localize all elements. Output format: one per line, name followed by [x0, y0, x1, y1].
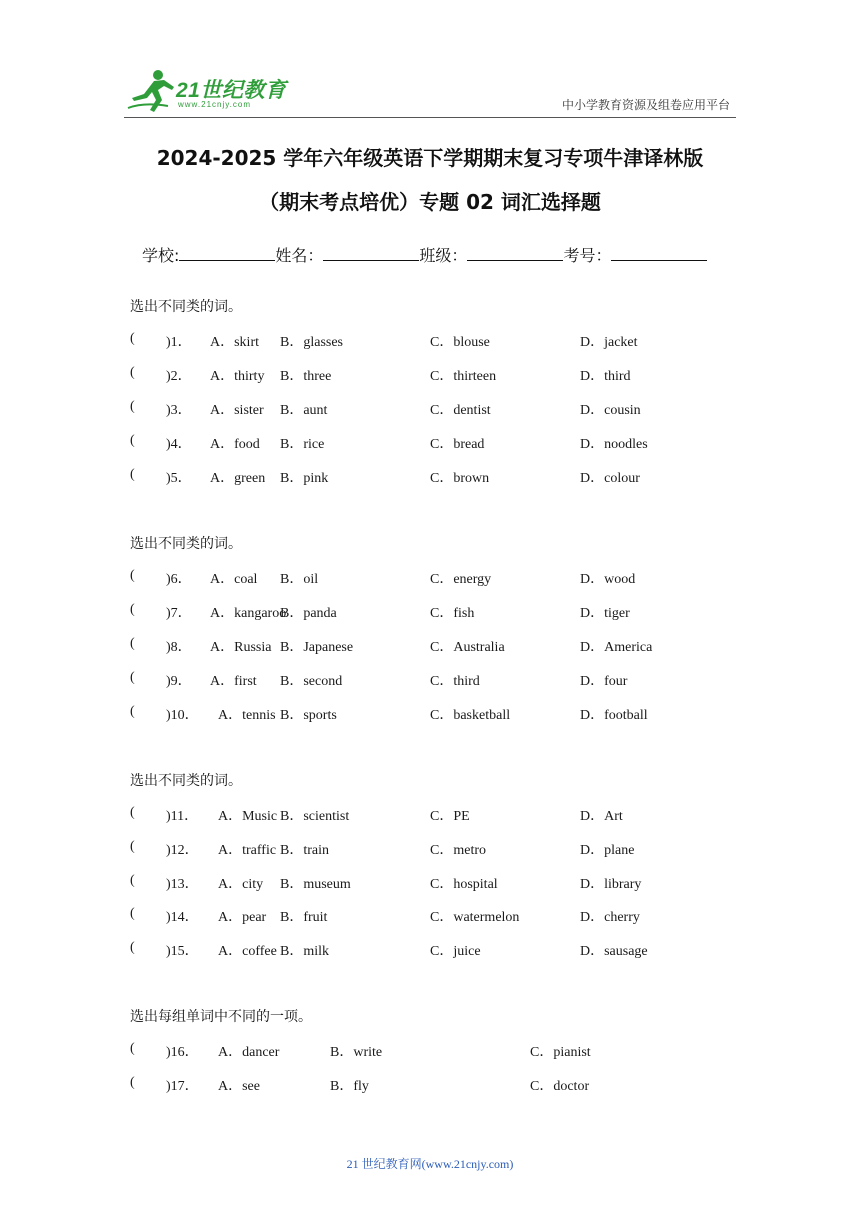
question-row — [130, 331, 750, 351]
doc-title-line1: 2024-2025 学年六年级英语下学期期末复习专项牛津译林版 — [156, 146, 704, 170]
answer-paren[interactable]: ( — [130, 636, 135, 651]
page-header — [0, 0, 860, 120]
option-a: A．pear — [218, 910, 267, 925]
option-a: A．coal — [210, 572, 258, 587]
option-b: B．milk — [280, 944, 330, 959]
option-c: C．bread — [430, 437, 485, 452]
answer-paren[interactable]: ( — [130, 906, 135, 921]
question-row — [130, 1041, 750, 1061]
answer-paren[interactable]: ( — [130, 399, 135, 414]
option-a: A．Russia — [210, 640, 272, 655]
option-b: B．glasses — [280, 335, 343, 350]
question-row — [130, 940, 750, 960]
question-number: )10． — [166, 708, 199, 723]
option-b: B．fly — [330, 1079, 369, 1094]
option-c: C．pianist — [530, 1045, 591, 1060]
option-a: A．tennis — [218, 708, 276, 723]
option-a: A．traffic — [218, 843, 277, 858]
option-d: D．tiger — [580, 606, 630, 621]
section-title: 选出每组单词中不同的一项。 — [130, 1009, 312, 1025]
option-b: B．three — [280, 369, 332, 384]
option-b: B．second — [280, 674, 343, 689]
question-row — [130, 670, 750, 690]
class-blank[interactable] — [467, 246, 563, 261]
answer-paren[interactable]: ( — [130, 568, 135, 583]
option-d: D．America — [580, 640, 653, 655]
answer-paren[interactable]: ( — [130, 1041, 135, 1056]
question-number: )6． — [166, 572, 192, 587]
number-label: 考号： — [563, 246, 612, 265]
school-blank[interactable] — [179, 246, 275, 261]
question-row — [130, 805, 750, 825]
option-c: C．blouse — [430, 335, 490, 350]
option-c: C．dentist — [430, 403, 491, 418]
option-a: A．food — [210, 437, 260, 452]
section-title: 选出不同类的词。 — [130, 536, 242, 552]
question-row — [130, 1075, 750, 1095]
platform-label: 中小学教育资源及组卷应用平台 — [561, 98, 730, 112]
question-number: )2． — [166, 369, 192, 384]
option-a: A．Music — [218, 809, 278, 824]
section-title: 选出不同类的词。 — [130, 773, 242, 789]
option-c: C．hospital — [430, 877, 498, 892]
header-divider — [124, 117, 736, 118]
question-row — [130, 704, 750, 724]
option-b: B．panda — [280, 606, 337, 621]
option-b: B．rice — [280, 437, 325, 452]
question-number: )4． — [166, 437, 192, 452]
logo-text: 21世纪教育 — [176, 79, 287, 102]
option-c: C．fish — [430, 606, 475, 621]
question-number: )3． — [166, 403, 192, 418]
answer-paren[interactable]: ( — [130, 365, 135, 380]
school-label: 学校: — [142, 246, 180, 265]
option-a: A．first — [210, 674, 257, 689]
question-number: )1． — [166, 335, 192, 350]
answer-paren[interactable]: ( — [130, 873, 135, 888]
option-c: C．PE — [430, 809, 470, 824]
question-row — [130, 399, 750, 419]
option-b: B．pink — [280, 471, 329, 486]
question-number: )15． — [166, 944, 199, 959]
logo-url: www.21cnjy.com — [178, 100, 251, 109]
question-number: )13． — [166, 877, 199, 892]
name-blank[interactable] — [323, 246, 419, 261]
question-row — [130, 433, 750, 453]
option-c: C．juice — [430, 944, 481, 959]
question-row — [130, 568, 750, 588]
answer-paren[interactable]: ( — [130, 433, 135, 448]
option-d: D．Art — [580, 809, 623, 824]
option-c: C．basketball — [430, 708, 511, 723]
option-c: C．Australia — [430, 640, 505, 655]
student-info-line — [142, 243, 707, 266]
name-label: 姓名： — [275, 246, 324, 265]
section-title: 选出不同类的词。 — [130, 299, 242, 315]
option-c: C．thirteen — [430, 369, 497, 384]
answer-paren[interactable]: ( — [130, 467, 135, 482]
option-b: B．sports — [280, 708, 337, 723]
option-c: C．doctor — [530, 1079, 590, 1094]
question-number: )8． — [166, 640, 192, 655]
answer-paren[interactable]: ( — [130, 805, 135, 820]
question-row — [130, 873, 750, 893]
option-a: A．thirty — [210, 369, 265, 384]
answer-paren[interactable]: ( — [130, 1075, 135, 1090]
answer-paren[interactable]: ( — [130, 839, 135, 854]
runner-logo-icon — [124, 68, 176, 114]
option-d: D．third — [580, 369, 631, 384]
option-d: D．plane — [580, 843, 635, 858]
option-b: B．scientist — [280, 809, 350, 824]
option-c: C．brown — [430, 471, 490, 486]
question-number: )7． — [166, 606, 192, 621]
question-number: )16． — [166, 1045, 199, 1060]
option-b: B．oil — [280, 572, 319, 587]
option-b: B．train — [280, 843, 329, 858]
option-b: B．aunt — [280, 403, 328, 418]
option-a: A．green — [210, 471, 266, 486]
class-label: 班级： — [419, 246, 468, 265]
doc-title-line2: （期末考点培优）专题 02 词汇选择题 — [259, 190, 601, 214]
question-number: )17． — [166, 1079, 199, 1094]
question-row — [130, 467, 750, 487]
option-c: C．energy — [430, 572, 492, 587]
answer-paren[interactable]: ( — [130, 602, 135, 617]
question-row — [130, 636, 750, 656]
option-b: B．Japanese — [280, 640, 354, 655]
option-a: A．kangaroo — [210, 606, 287, 621]
footer-link[interactable]: 21 世纪教育网(www.21cnjy.com) — [346, 1157, 514, 1171]
option-c: C．metro — [430, 843, 486, 858]
question-number: )5． — [166, 471, 192, 486]
question-number: )14． — [166, 910, 199, 925]
question-row — [130, 839, 750, 859]
option-a: A．city — [218, 877, 264, 892]
question-number: )12． — [166, 843, 199, 858]
answer-paren[interactable]: ( — [130, 940, 135, 955]
option-d: D．four — [580, 674, 628, 689]
option-d: D．cousin — [580, 403, 641, 418]
option-b: B．museum — [280, 877, 351, 892]
question-row — [130, 365, 750, 385]
option-a: A．skirt — [210, 335, 259, 350]
option-a: A．coffee — [218, 944, 277, 959]
question-row — [130, 602, 750, 622]
answer-paren[interactable]: ( — [130, 704, 135, 719]
option-d: D．cherry — [580, 910, 640, 925]
option-d: D．jacket — [580, 335, 638, 350]
answer-paren[interactable]: ( — [130, 670, 135, 685]
answer-paren[interactable]: ( — [130, 331, 135, 346]
option-d: D．colour — [580, 471, 640, 486]
option-c: C．watermelon — [430, 910, 520, 925]
option-d: D．library — [580, 877, 642, 892]
option-d: D．noodles — [580, 437, 648, 452]
option-c: C．third — [430, 674, 480, 689]
number-blank[interactable] — [611, 246, 707, 261]
option-d: D．football — [580, 708, 648, 723]
question-row — [130, 906, 750, 926]
option-a: A．dancer — [218, 1045, 280, 1060]
option-b: B．fruit — [280, 910, 328, 925]
question-number: )9． — [166, 674, 192, 689]
brand-logo — [124, 68, 294, 118]
option-d: D．sausage — [580, 944, 648, 959]
question-number: )11． — [166, 809, 199, 824]
option-b: B．write — [330, 1045, 383, 1060]
option-a: A．see — [218, 1079, 260, 1094]
option-a: A．sister — [210, 403, 264, 418]
option-d: D．wood — [580, 572, 636, 587]
